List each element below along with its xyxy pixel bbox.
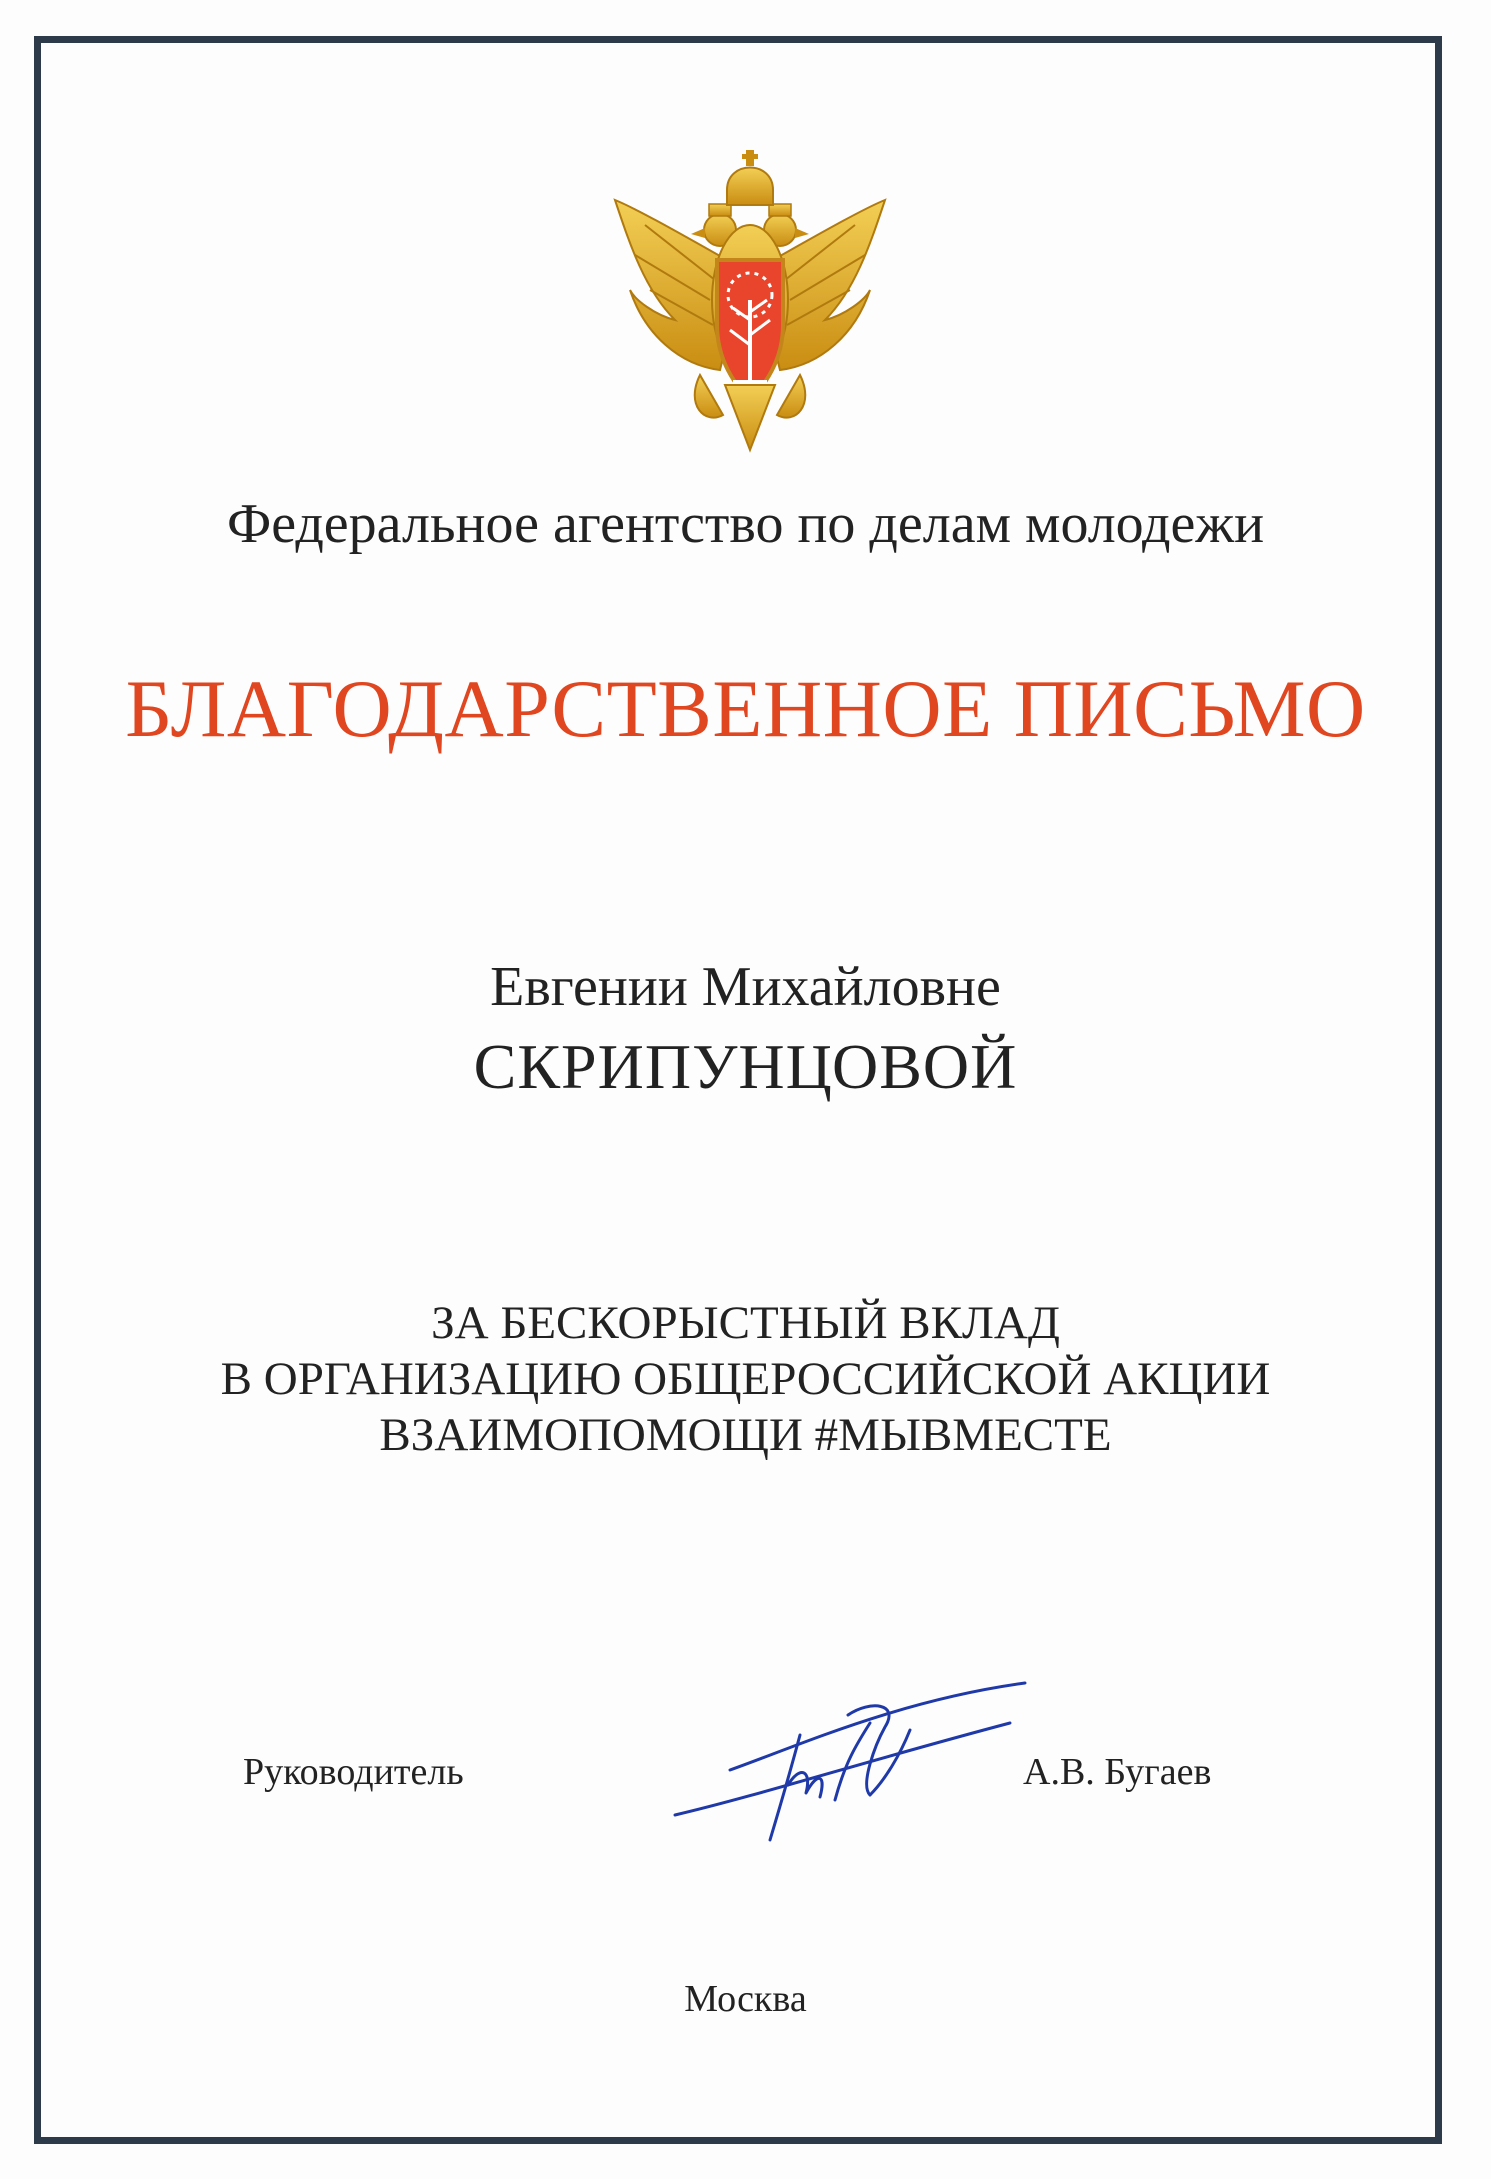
reason-line: ВЗАИМОПОМОЩИ #МЫВМЕСТЕ — [379, 1409, 1112, 1461]
signatory-name: А.В. Бугаев — [1023, 1751, 1212, 1793]
recipient-surname: СКРИПУНЦОВОЙ — [473, 1031, 1018, 1102]
city: Москва — [684, 1978, 807, 2020]
document-title: БЛАГОДАРСТВЕННОЕ ПИСЬМО — [125, 663, 1366, 754]
recipient-name: Евгении Михайловне — [490, 956, 1001, 1018]
signature-icon — [670, 1675, 1030, 1850]
signatory-role: Руководитель — [243, 1751, 464, 1793]
reason-line: ЗА БЕСКОРЫСТНЫЙ ВКЛАД — [431, 1297, 1060, 1349]
reason-line: В ОРГАНИЗАЦИЮ ОБЩЕРОССИЙСКОЙ АКЦИИ — [220, 1353, 1271, 1405]
agency-name: Федеральное агентство по делам молодежи — [226, 493, 1265, 555]
award-reason — [0, 1295, 1491, 1463]
eagle-emblem-icon — [605, 150, 895, 460]
